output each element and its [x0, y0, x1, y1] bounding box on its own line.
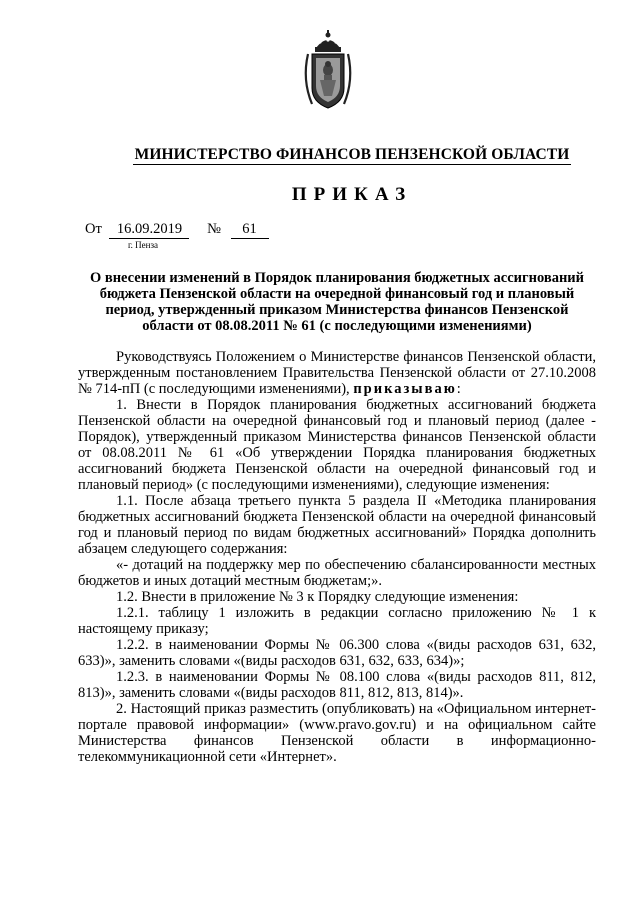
order-keyword: приказываю — [353, 381, 457, 397]
document-body — [78, 349, 596, 765]
paragraph: 1.2.3. в наименовании Формы № 08.100 слова «(виды расходов 811, 812, 813)», заменить словами «(виды расходов 811, 812, 813, 814)». — [78, 669, 596, 701]
paragraph: 1.2. Внести в приложение № 3 к Порядку следующие изменения: — [116, 589, 519, 605]
document-date: 16.09.2019 — [109, 221, 189, 239]
document-type: ПРИКАЗ — [291, 184, 413, 205]
paragraph: «- дотаций на поддержку мер по обеспечению сбалансированности местных бюджетов и иных дотаций местным бюджетам;». — [78, 557, 596, 589]
paragraph: 2. Настоящий приказ разместить (опубликовать) на «Официальном интернет-портале правовой информации» (www.pravo.gov.ru) и на официальном сайте Министерства финансов Пензенской области в информационно-телекоммуникационной сети «Интернет». — [78, 701, 596, 765]
paragraph: 1.1. После абзаца третьего пункта 5 раздела II «Методика планирования бюджетных ассигнований бюджета Пензенской области на очередной финансовый год и плановый период по видам бюджетных ассигнований» Порядка дополнить абзацем следующего содержания: — [78, 493, 596, 557]
paragraph: 1. Внести в Порядок планирования бюджетных ассигнований бюджета Пензенской области на очередной финансовый год и плановый период (далее - Порядок), утвержденный приказом Министерства финансов Пензенской области от 08.08.2011 № 61 «Об утверждении Порядка планирования бюджетных ассигнований бюджета Пензенской области на очередной финансовый год и плановый период» (с последующими изменениями), следующие изменения: — [78, 397, 596, 493]
paragraph: 1.2.1. таблицу 1 изложить в редакции согласно приложению № 1 к настоящему приказу; — [78, 605, 596, 637]
coat-of-arms-icon — [298, 30, 358, 112]
city-label: г. Пенза — [128, 240, 159, 250]
ministry-name: МИНИСТЕРСТВО ФИНАНСОВ ПЕНЗЕНСКОЙ ОБЛАСТИ — [134, 146, 570, 163]
paragraph: Руководствуясь Положением о Министерстве финансов Пензенской области, утвержденным постановлением Правительства Пензенской области от 27.10.2008 № 714-пП (с последующими изменениями), приказываю: — [78, 349, 596, 397]
document-title: О внесении изменений в Порядок планирования бюджетных ассигнований бюджета Пензенской области на очередной финансовый год и плановый период, утвержденный приказом Министерства финансов Пензенской области от 08.08.2011 № 61 (с последующими изменениями) — [89, 270, 585, 334]
document-number: 61 — [231, 221, 269, 239]
document-meta — [85, 221, 269, 239]
paragraph: 1.2.2. в наименовании Формы № 06.300 слова «(виды расходов 631, 632, 633)», заменить словами «(виды расходов 631, 632, 633, 634)»; — [78, 637, 596, 669]
date-label: От — [85, 221, 102, 237]
number-label: № — [207, 221, 221, 237]
